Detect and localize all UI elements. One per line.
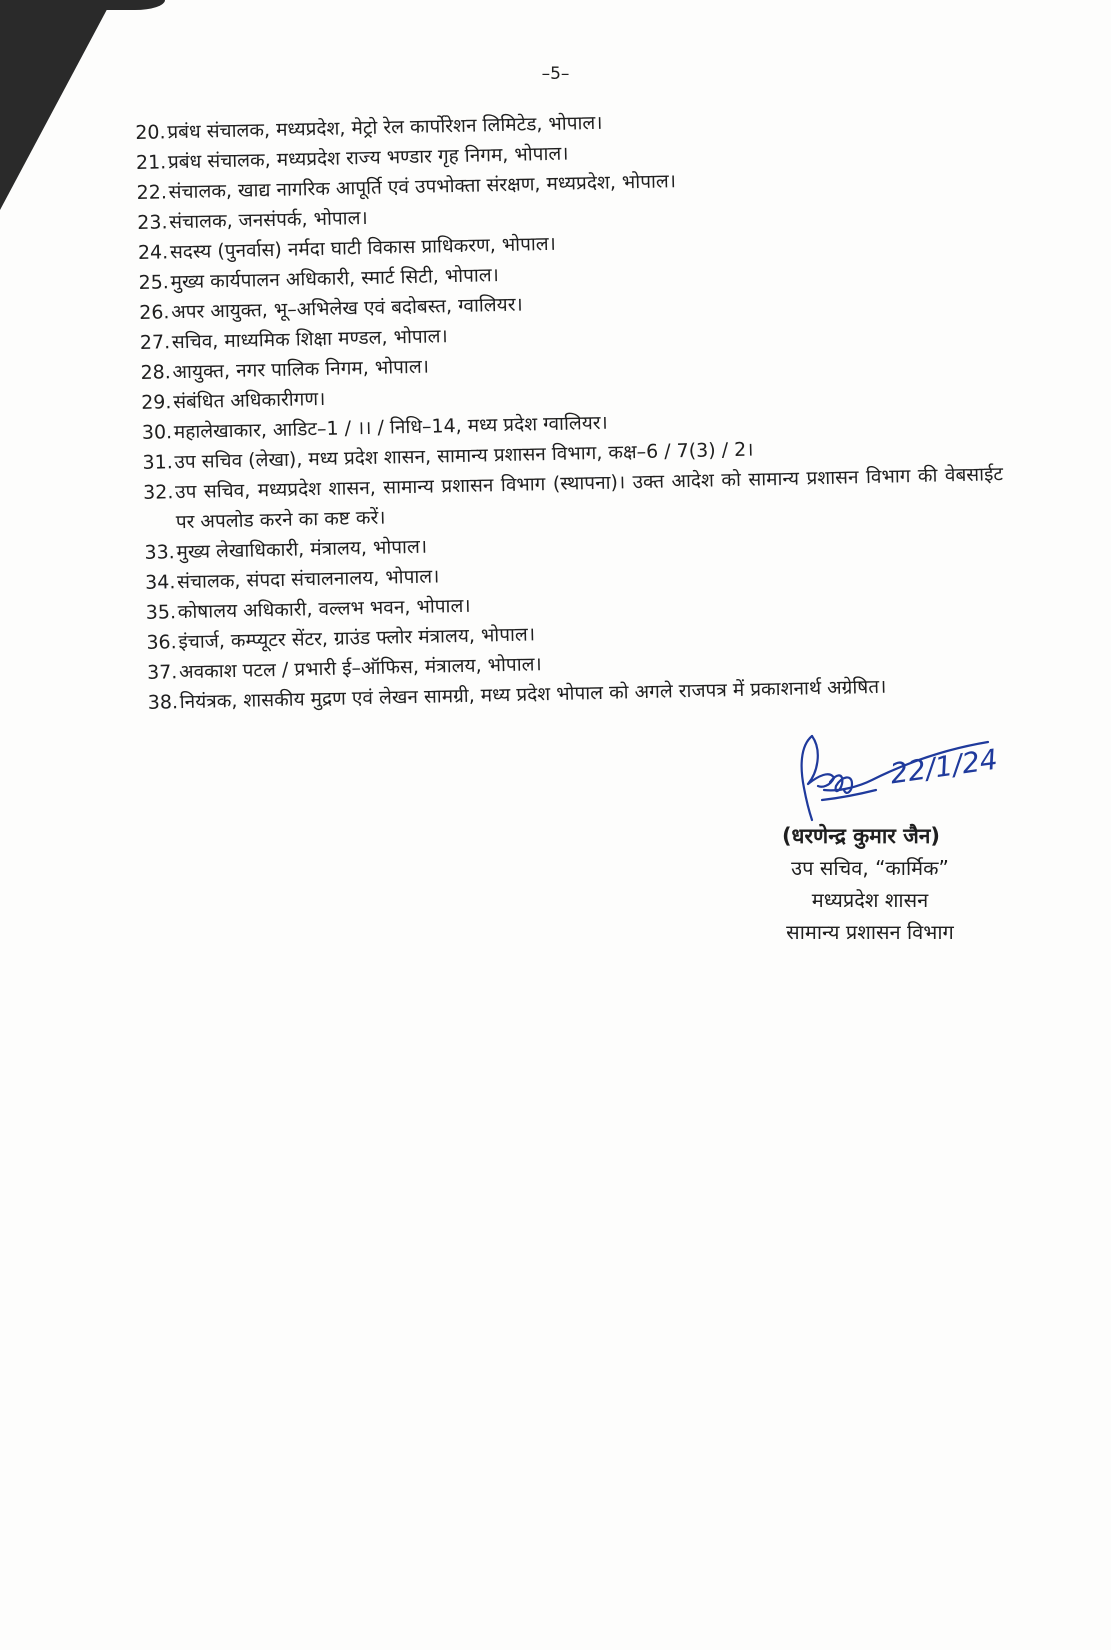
item-text: अपर आयुक्त, भू–अभिलेख एवं बदोबस्त, ग्वालियर। — [171, 293, 523, 324]
signatory-name: (धरणेन्द्र कुमार जैन) — [781, 824, 941, 848]
item-text: नियंत्रक, शासकीय मुद्रण एवं लेखन सामग्री, मध्य प्रदेश भोपाल को अगले राजपत्र में प्रकाशनार्थ अग्रेषित। — [179, 675, 887, 714]
item-number: 22. — [136, 181, 168, 204]
item-number: 31. — [142, 451, 173, 474]
item-text: सचिव, माध्यमिक शिक्षा मण्डल, भोपाल। — [171, 325, 448, 354]
item-number: 23. — [137, 211, 168, 234]
item-number: 37. — [146, 661, 178, 684]
item-text: मुख्य लेखाधिकारी, मंत्रालय, भोपाल। — [176, 535, 428, 564]
signatory-details — [740, 820, 1000, 948]
item-number: 28. — [140, 361, 172, 384]
item-number: 29. — [140, 391, 172, 414]
item-text: प्रबंध संचालक, मध्यप्रदेश, मेट्रो रेल कार्पोरेशन लिमिटेड, भोपाल। — [167, 111, 603, 144]
item-number: 27. — [139, 331, 171, 354]
item-text: मुख्य कार्यपालन अधिकारी, स्मार्ट सिटी, भोपाल। — [170, 264, 500, 294]
item-text: इंचार्ज, कम्प्यूटर सेंटर, ग्राउंड फ्लोर मंत्रालय, भोपाल। — [178, 623, 536, 654]
item-text: संचालक, जनसंपर्क, भोपाल। — [169, 206, 368, 234]
signatory-department: सामान्य प्रशासन विभाग — [786, 920, 954, 944]
signatory-government: मध्यप्रदेश शासन — [811, 888, 929, 912]
item-number: 38. — [147, 691, 179, 714]
page-number: –5– — [541, 64, 570, 84]
handwritten-signature — [760, 728, 1000, 828]
item-text: संचालक, खाद्य नागरिक आपूर्ति एवं उपभोक्ता संरक्षण, मध्यप्रदेश, भोपाल। — [168, 170, 677, 204]
item-text: सदस्य (पुनर्वास) नर्मदा घाटी विकास प्राधिकरण, भोपाल। — [169, 232, 557, 264]
item-text: महालेखाकार, आडिट–1 / ।। / निधि–14, मध्य प्रदेश ग्वालियर। — [173, 411, 608, 444]
item-number: 30. — [141, 421, 173, 444]
item-number: 26. — [139, 301, 170, 324]
recipient-list — [135, 99, 1008, 718]
item-number: 32. — [142, 481, 174, 504]
scan-shadow-top — [105, 0, 165, 10]
item-number: 21. — [135, 151, 167, 174]
item-number: 36. — [146, 631, 177, 654]
item-number: 20. — [135, 121, 166, 144]
item-text: उप सचिव (लेखा), मध्य प्रदेश शासन, सामान्य प्रशासन विभाग, कक्ष–6 / 7(3) / 2। — [174, 438, 754, 474]
item-number: 24. — [137, 241, 169, 264]
scan-shadow — [0, 0, 112, 210]
signature-block — [740, 728, 1000, 958]
item-text: संचालक, संपदा संचालनालय, भोपाल। — [176, 565, 440, 594]
item-text: संबंधित अधिकारीगण। — [172, 387, 326, 414]
item-number: 33. — [144, 541, 175, 564]
item-text: कोषालय अधिकारी, वल्लभ भवन, भोपाल। — [177, 594, 471, 624]
item-text: प्रबंध संचालक, मध्यप्रदेश राज्य भण्डार गृह निगम, भोपाल। — [167, 142, 569, 174]
item-number: 34. — [144, 571, 176, 594]
handwritten-date: 22/1/24 — [888, 742, 1000, 791]
item-text: आयुक्त, नगर पालिक निगम, भोपाल। — [172, 355, 430, 384]
item-text: उप सचिव, मध्यप्रदेश शासन, सामान्य प्रशासन विभाग (स्थापना)। उक्त आदेश को सामान्य प्रशासन विभाग की वेबसाईट पर अपलोड करने का कष्ट करें। — [174, 463, 1004, 534]
item-number: 25. — [138, 271, 170, 294]
item-text: अवकाश पटल / प्रभारी ई–ऑफिस, मंत्रालय, भोपाल। — [178, 653, 542, 684]
item-number: 35. — [145, 601, 177, 624]
signatory-designation: उप सचिव, “कार्मिक” — [791, 856, 949, 880]
